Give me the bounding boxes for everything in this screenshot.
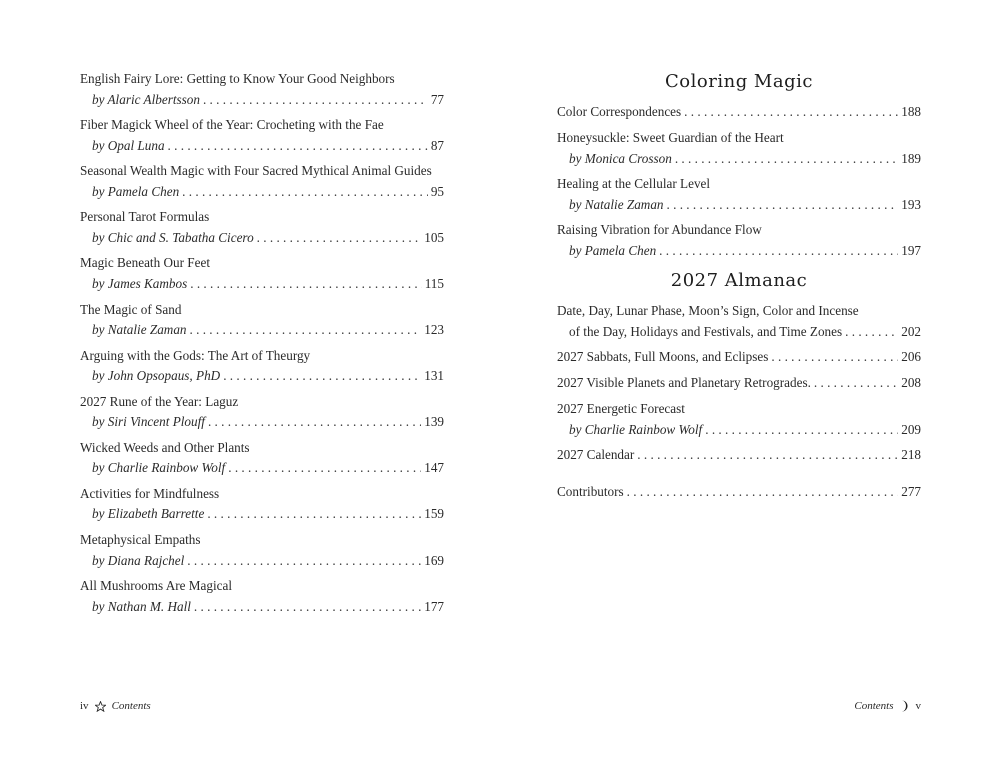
entry-title: Arguing with the Gods: The Art of Theurgy [80,347,311,363]
page-ref: 147 [424,460,444,476]
entry-title: Wicked Weeds and Other Plants [80,439,250,455]
leader-dots [194,597,421,618]
leader-dots [208,412,421,433]
page-number: v [915,700,921,712]
toc-line [557,445,921,466]
toc-entry[interactable] [557,128,921,169]
leader-dots [659,241,898,262]
entry-title: Activities for Mindfulness [80,485,220,501]
toc-line [557,195,921,216]
entry-title-continued: of the Day, Holidays and Festivals, and Time Zones [569,323,843,339]
page-ref: 115 [424,275,444,291]
toc-line [557,420,921,441]
toc-line [557,373,921,394]
footer-left [80,700,151,712]
entry-title: Seasonal Wealth Magic with Four Sacred Mythical Animal Guides [80,163,432,179]
page-ref: 123 [424,322,444,337]
toc-line [557,322,921,343]
entry-author: by Diana Rajchel [92,552,185,568]
entry-author: by James Kambos [92,275,188,291]
leader-dots [190,320,422,341]
toc-line [557,149,921,170]
toc-line [80,228,444,249]
entry-title: 2027 Sabbats, Full Moons, and Eclipses [557,349,769,364]
toc-line [80,597,444,618]
toc-line [557,347,921,368]
page-ref: 105 [424,229,444,245]
toc-entry[interactable] [80,115,444,156]
page-ref: 218 [901,447,921,462]
entry-title: Raising Vibration for Abundance Flow [557,222,762,237]
leader-dots [684,102,898,123]
entry-author: by Chic and S. Tabatha Cicero [92,229,254,245]
entry-title: Color Correspondences [557,104,682,119]
toc-line [80,412,444,433]
footer-label: Contents [111,700,151,712]
entry-title: Date, Day, Lunar Phase, Moon’s Sign, Color and Incense [557,303,859,318]
page-ref: 202 [901,323,921,339]
entry-author: by Elizabeth Barrette [92,506,205,522]
footer-label: Contents [854,700,894,712]
toc-line [80,90,444,111]
page-number: iv [80,700,89,712]
entry-author: by Charlie Rainbow Wolf [569,421,703,437]
entry-author: by Charlie Rainbow Wolf [92,460,226,476]
page-ref: 177 [424,598,444,614]
leader-dots [771,347,898,368]
entry-title: The Magic of Sand [80,301,182,317]
toc-entry[interactable] [80,530,444,571]
entry-author: by Natalie Zaman [92,322,187,337]
entry-author: by Alaric Albertsson [92,91,200,107]
entry-author: by Nathan M. Hall [92,598,191,614]
leader-dots [257,228,422,249]
leader-dots [667,195,899,216]
entry-title: Healing at the Cellular Level [557,176,711,191]
entry-title: 2027 Rune of the Year: Laguz [80,393,239,409]
page-ref: 197 [901,242,921,258]
page-ref: 208 [901,375,921,390]
toc-entry[interactable] [80,576,444,617]
toc-entry[interactable] [557,347,921,368]
entry-author: by Pamela Chen [92,183,180,199]
entry-title: Metaphysical Empaths [80,532,201,547]
leader-dots [627,482,899,503]
page-ref: 131 [424,368,444,384]
leader-dots [207,504,421,525]
toc-entry[interactable] [80,484,444,525]
page-ref: 87 [430,137,444,153]
entry-title: 2027 Visible Planets and Planetary Retrogrades. [557,375,811,390]
entry-author: by Pamela Chen [569,242,657,258]
toc-entry[interactable] [557,301,921,342]
section-heading-coloring-magic: Coloring Magic [665,71,813,92]
entry-author: by Natalie Zaman [569,196,664,212]
page-ref: 169 [424,552,444,568]
toc-entry[interactable] [80,438,444,479]
leader-dots [814,373,898,394]
toc-entry[interactable] [557,373,921,394]
entry-title: 2027 Calendar [557,447,635,462]
toc-line [80,136,444,157]
toc-line [557,102,921,123]
toc-entry[interactable] [80,392,444,433]
page-ref: 159 [424,506,444,522]
page-ref: 188 [901,104,921,119]
page-ref: 193 [901,196,921,212]
leader-dots [203,90,428,111]
toc-entry[interactable] [80,253,444,294]
entry-title: Fiber Magick Wheel of the Year: Crocheting with the Fae [80,117,384,133]
star-icon [95,701,106,712]
toc-line [80,551,444,572]
footer-right [854,700,921,712]
leader-dots [190,274,421,295]
entry-title: Magic Beneath Our Feet [80,255,211,271]
entry-title: English Fairy Lore: Getting to Know Your Good Neighbors [80,71,395,86]
toc-line [80,504,444,525]
entry-title: All Mushrooms Are Magical [80,578,233,594]
page-ref: 209 [901,421,921,437]
toc-entry[interactable] [80,207,444,248]
toc-line [557,241,921,262]
section-heading-almanac: 2027 Almanac [670,270,808,291]
leader-dots [223,366,421,387]
toc-entry[interactable] [80,300,444,341]
entry-title: Contributors [557,484,624,499]
entry-author: by Siri Vincent Plouff [92,414,205,430]
toc-line [80,366,444,387]
toc-line [80,274,444,295]
leader-dots [675,149,898,170]
leader-dots [168,136,428,157]
page-ref: 277 [901,484,921,499]
toc-line [80,458,444,479]
page-ref: 189 [901,150,921,166]
leader-dots [637,445,898,466]
page-ref: 206 [901,349,921,364]
entry-title: Personal Tarot Formulas [80,209,210,225]
toc-entry[interactable] [80,161,444,202]
toc-entry[interactable] [80,69,444,110]
page-ref: 139 [424,414,444,430]
entry-author: by Opal Luna [92,137,165,153]
toc-line [80,320,444,341]
leader-dots [845,322,898,343]
leader-dots [228,458,421,479]
toc-line [80,182,444,203]
toc-entry[interactable] [557,102,921,123]
toc-entry[interactable] [557,399,921,440]
left-page [80,0,444,773]
entry-author: by Monica Crosson [569,150,672,166]
crescent-moon-icon [900,700,910,712]
entry-title: 2027 Energetic Forecast [557,401,685,416]
leader-dots [705,420,898,441]
page-ref: 77 [430,91,444,107]
toc-line [557,482,921,503]
toc-entry[interactable] [557,174,921,215]
page-ref: 95 [430,183,444,199]
toc-entry[interactable] [557,445,921,466]
toc-entry[interactable] [80,346,444,387]
leader-dots [187,551,421,572]
entry-title: Honeysuckle: Sweet Guardian of the Heart [557,130,784,145]
entry-author: by John Opsopaus, PhD [92,368,221,384]
toc-entry[interactable] [557,220,921,261]
toc-entry[interactable] [557,482,921,503]
right-page [557,0,921,773]
leader-dots [182,182,428,203]
